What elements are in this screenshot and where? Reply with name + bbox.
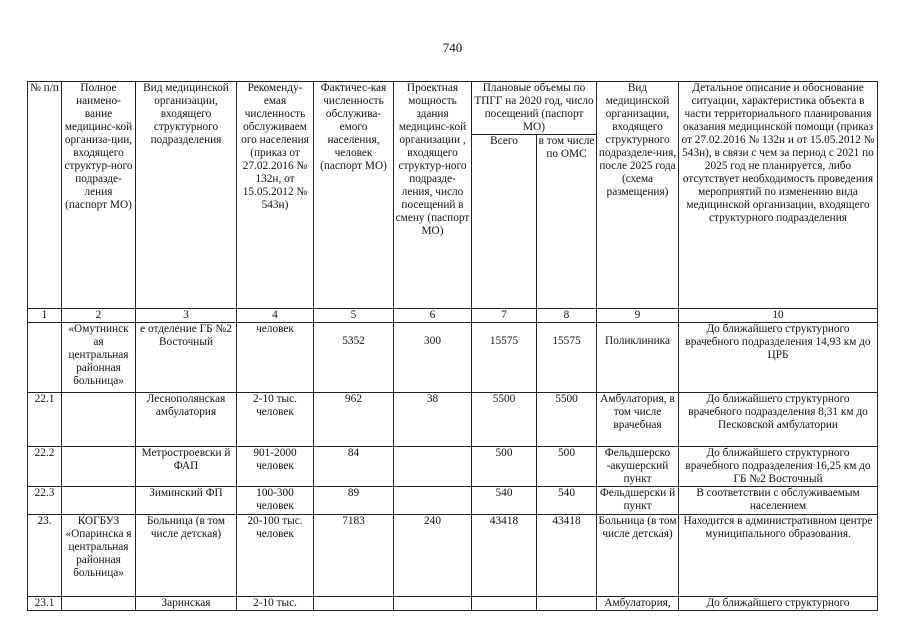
column-number: 8 bbox=[537, 309, 597, 323]
row-type-after-2025: Фельдшерско -акушерский пункт bbox=[597, 447, 679, 487]
header-org-name: Полное наимено-вание медицинс-кой организа-ции, входящего структур-ного подразде-ления (паспорт МО) bbox=[62, 82, 136, 309]
table-row bbox=[28, 447, 878, 487]
row-total: 500 bbox=[472, 447, 537, 487]
row-oms: 540 bbox=[537, 487, 597, 515]
table-row bbox=[28, 597, 878, 611]
row-org-name bbox=[62, 597, 136, 611]
row-org-type: Больница (в том числе детская) bbox=[136, 515, 237, 597]
column-number: 1 bbox=[28, 309, 62, 323]
row-number: 23. bbox=[28, 515, 62, 597]
row-description: Находится в административном центре муниципального образования. bbox=[679, 515, 878, 597]
row-total bbox=[472, 597, 537, 611]
row-recommended-population: 100-300 человек bbox=[237, 487, 314, 515]
medical-organizations-table bbox=[27, 81, 878, 611]
column-number: 10 bbox=[679, 309, 878, 323]
row-type-after-2025: Поликлиника bbox=[597, 323, 679, 393]
row-total: 540 bbox=[472, 487, 537, 515]
row-org-name: «Омутнинск ая центральная районная больница» bbox=[62, 323, 136, 393]
row-design-capacity: 300 bbox=[394, 323, 472, 393]
column-number: 4 bbox=[237, 309, 314, 323]
row-actual-population: 7183 bbox=[314, 515, 394, 597]
row-description: До ближайшего структурного врачебного подразделения 16,25 км до ГБ №2 Восточный bbox=[679, 447, 878, 487]
table-row bbox=[28, 323, 878, 393]
column-number: 6 bbox=[394, 309, 472, 323]
row-oms: 15575 bbox=[537, 323, 597, 393]
row-number: 22.3 bbox=[28, 487, 62, 515]
row-type-after-2025: Фельдшерски й пункт bbox=[597, 487, 679, 515]
row-recommended-population: 2-10 тыс. человек bbox=[237, 393, 314, 447]
header-row bbox=[28, 82, 878, 135]
row-actual-population: 84 bbox=[314, 447, 394, 487]
row-org-name bbox=[62, 447, 136, 487]
row-design-capacity: 240 bbox=[394, 515, 472, 597]
column-number: 5 bbox=[314, 309, 394, 323]
column-number: 7 bbox=[472, 309, 537, 323]
column-number: 3 bbox=[136, 309, 237, 323]
row-recommended-population: 901-2000 человек bbox=[237, 447, 314, 487]
header-description: Детальное описание и обоснование ситуации, характеристика объекта в части территориального планирования оказания медицинской помощи (приказ от 27.02.2016 № 132н и от 15.05.2012 № 543н), в связи с чем за период с 2021 по 2025 год не планируется, либо отсутствует необходимость проведения мероприятий по изменению вида медицинской организации, входящего структурного подразделения bbox=[679, 82, 878, 309]
row-org-type: Метростроевски й ФАП bbox=[136, 447, 237, 487]
header-recommended-population: Рекоменду-емая численность обслуживаем ого населения (приказ от 27.02.2016 № 132н, от 15.05.2012 № 543н) bbox=[237, 82, 314, 309]
row-actual-population bbox=[314, 597, 394, 611]
row-actual-population: 89 bbox=[314, 487, 394, 515]
header-total: Всего bbox=[472, 135, 537, 309]
row-type-after-2025: Амбулатория, в том числе врачебная bbox=[597, 393, 679, 447]
row-recommended-population: 2-10 тыс. bbox=[237, 597, 314, 611]
row-design-capacity bbox=[394, 447, 472, 487]
header-actual-population: Фактичес-кая численность обслужива-емого населения, человек (паспорт МО) bbox=[314, 82, 394, 309]
row-org-type: Заринская bbox=[136, 597, 237, 611]
header-design-capacity: Проектная мощность здания медицинс-кой организации , входящего структур-ного подразде-ления, число посещений в смену (паспорт МО) bbox=[394, 82, 472, 309]
row-type-after-2025: Больница (в том числе детская) bbox=[597, 515, 679, 597]
table-row bbox=[28, 487, 878, 515]
table-row bbox=[28, 515, 878, 597]
row-org-name: КОГБУЗ «Опаринска я центральная районная больница» bbox=[62, 515, 136, 597]
header-planned-volumes: Плановые объемы по ТПГГ на 2020 год, число посещений (паспорт МО) bbox=[472, 82, 597, 135]
row-org-type: Зиминский ФП bbox=[136, 487, 237, 515]
row-design-capacity: 38 bbox=[394, 393, 472, 447]
row-oms: 5500 bbox=[537, 393, 597, 447]
header-no: № п/п bbox=[28, 82, 62, 309]
column-number: 2 bbox=[62, 309, 136, 323]
header-type-after-2025: Вид медицинской организации, входящего структурного подразделе-ния, после 2025 года (схема размещения) bbox=[597, 82, 679, 309]
table-row bbox=[28, 393, 878, 447]
row-org-name bbox=[62, 487, 136, 515]
row-org-name bbox=[62, 393, 136, 447]
row-number: 23.1 bbox=[28, 597, 62, 611]
row-total: 15575 bbox=[472, 323, 537, 393]
row-recommended-population: 20-100 тыс. человек bbox=[237, 515, 314, 597]
row-org-type: Леснополянская амбулатория bbox=[136, 393, 237, 447]
header-org-type: Вид медицинской организации, входящего структурного подразделения bbox=[136, 82, 237, 309]
row-oms: 43418 bbox=[537, 515, 597, 597]
row-number: 22.1 bbox=[28, 393, 62, 447]
row-actual-population: 962 bbox=[314, 393, 394, 447]
row-total: 5500 bbox=[472, 393, 537, 447]
header-oms: в том числе по ОМС bbox=[537, 135, 597, 309]
row-description: До ближайшего структурного врачебного подразделения 8,31 км до Песковской амбулатории bbox=[679, 393, 878, 447]
row-number: 22.2 bbox=[28, 447, 62, 487]
row-description: До ближайшего структурного врачебного подразделения 14,93 км до ЦРБ bbox=[679, 323, 878, 393]
row-total: 43418 bbox=[472, 515, 537, 597]
row-design-capacity bbox=[394, 487, 472, 515]
row-oms: 500 bbox=[537, 447, 597, 487]
row-type-after-2025: Амбулатория, bbox=[597, 597, 679, 611]
row-oms bbox=[537, 597, 597, 611]
row-org-type: е отделение ГБ №2 Восточный bbox=[136, 323, 237, 393]
row-recommended-population: человек bbox=[237, 323, 314, 393]
row-description: До ближайшего структурного bbox=[679, 597, 878, 611]
column-number-row bbox=[28, 309, 878, 323]
row-description: В соответствии с обслуживаемым населением bbox=[679, 487, 878, 515]
row-design-capacity bbox=[394, 597, 472, 611]
row-number bbox=[28, 323, 62, 393]
page-number: 740 bbox=[442, 40, 463, 55]
row-actual-population: 5352 bbox=[314, 323, 394, 393]
column-number: 9 bbox=[597, 309, 679, 323]
